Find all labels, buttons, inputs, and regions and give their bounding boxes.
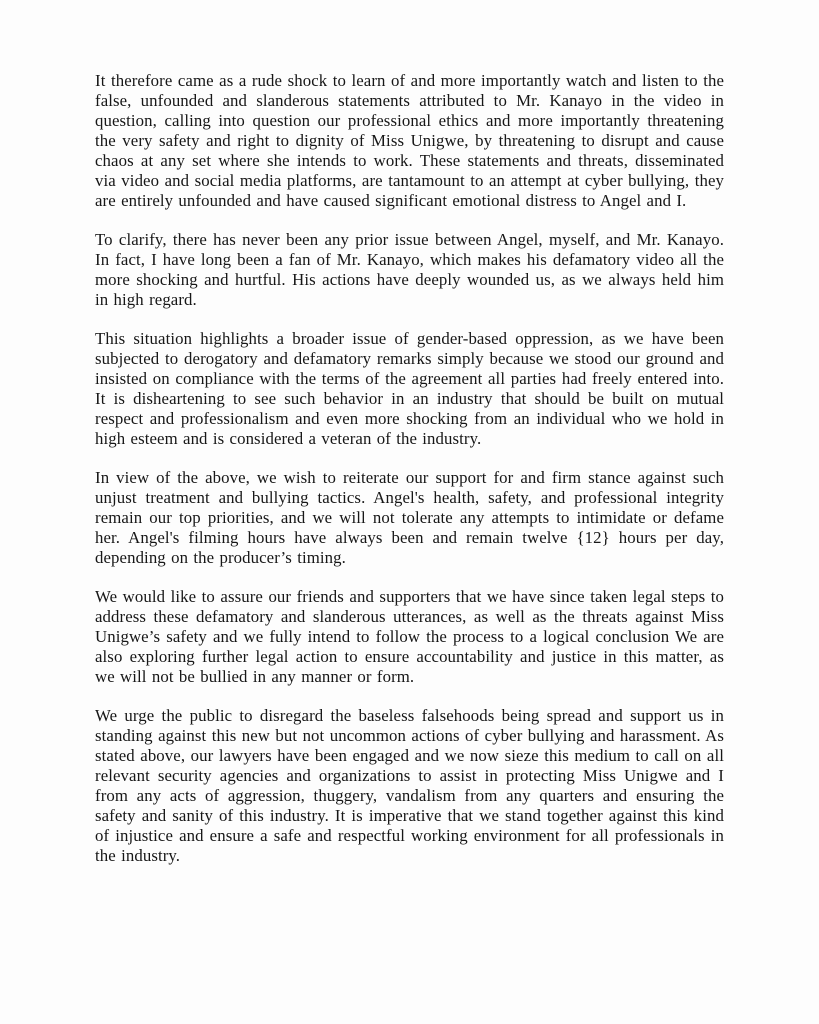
statement-text-block xyxy=(95,71,724,866)
paragraph-3: This situation highlights a broader issue of gender-based oppression, as we have been subjected to derogatory and defamatory remarks simply because we stood our ground and insisted on compliance with the terms of the agreement all parties had freely entered into. It is disheartening to see such behavior in an industry that should be built on mutual respect and professionalism and even more shocking from an individual who we hold in high esteem and is considered a veteran of the industry. xyxy=(95,329,724,448)
paragraph-2: To clarify, there has never been any prior issue between Angel, myself, and Mr. Kanayo. In fact, I have long been a fan of Mr. Kanayo, which makes his defamatory video all the more shocking and hurtful. His actions have deeply wounded us, as we always held him in high regard. xyxy=(95,230,724,309)
paragraph-1: It therefore came as a rude shock to learn of and more importantly watch and listen to the false, unfounded and slanderous statements attributed to Mr. Kanayo in the video in question, calling into question our professional ethics and more importantly threatening the very safety and right to dignity of Miss Unigwe, by threatening to disrupt and cause chaos at any set where she intends to work. These statements and threats, disseminated via video and social media platforms, are tantamount to an attempt at cyber bullying, they are entirely unfounded and have caused significant emotional distress to Angel and I. xyxy=(95,71,724,210)
paragraph-4: In view of the above, we wish to reiterate our support for and firm stance against such unjust treatment and bullying tactics. Angel's health, safety, and professional integrity remain our top priorities, and we will not tolerate any attempts to intimidate or defame her. Angel's filming hours have always been and remain twelve {12} hours per day, depending on the producer’s timing. xyxy=(95,468,724,567)
paragraph-6: We urge the public to disregard the baseless falsehoods being spread and support us in standing against this new but not uncommon actions of cyber bullying and harassment. As stated above, our lawyers have been engaged and we now sieze this medium to call on all relevant security agencies and organizations to assist in protecting Miss Unigwe and I from any acts of aggression, thuggery, vandalism from any quarters and ensuring the safety and sanity of this industry. It is imperative that we stand together against this kind of injustice and ensure a safe and respectful working environment for all professionals in the industry. xyxy=(95,706,724,865)
paragraph-5: We would like to assure our friends and supporters that we have since taken legal steps to address these defamatory and slanderous utterances, as well as the threats against Miss Unigwe’s safety and we fully intend to follow the process to a logical conclusion We are also exploring further legal action to ensure accountability and justice in this matter, as we will not be bullied in any manner or form. xyxy=(95,587,724,686)
